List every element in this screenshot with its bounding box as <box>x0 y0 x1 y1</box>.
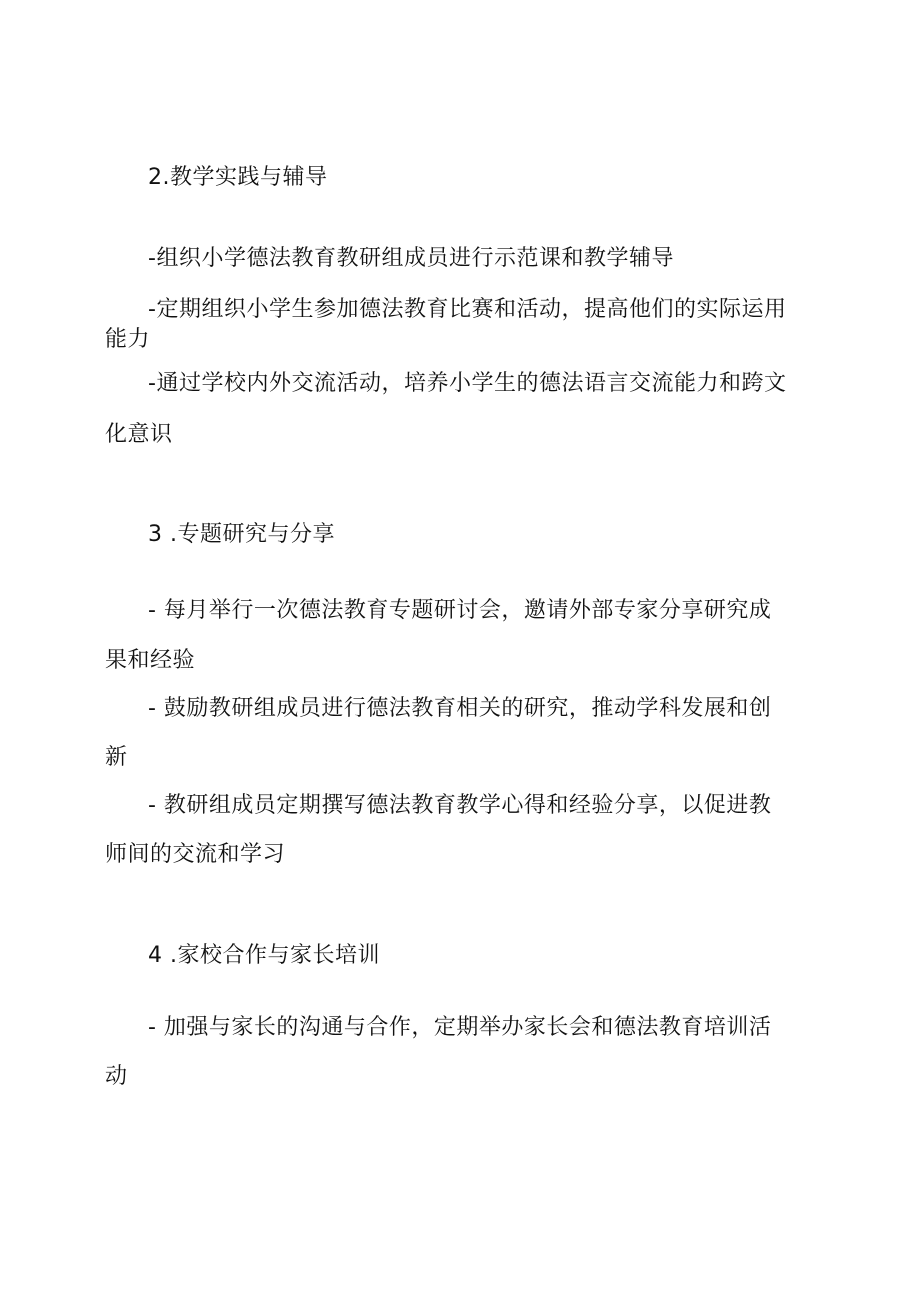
section-2-heading: 2.教学实践与辅导 <box>148 165 328 190</box>
section-2-item-3-cont: 化意识 <box>105 422 173 447</box>
section-4-item-1-cont: 动 <box>105 1064 128 1089</box>
section-2-item-1: -组织小学德法教育教研组成员进行示范课和教学辅导 <box>148 246 674 271</box>
section-3-item-2-cont: 新 <box>105 745 128 770</box>
section-3-item-3-cont: 师间的交流和学习 <box>105 842 286 867</box>
section-2-item-2: -定期组织小学生参加德法教育比赛和活动，提高他们的实际运用 <box>148 297 787 322</box>
section-4-heading: 4 .家校合作与家长培训 <box>148 943 380 968</box>
section-3-item-3: - 教研组成员定期撰写德法教育教学心得和经验分享，以促进教 <box>148 793 772 818</box>
section-2-item-2-cont: 能力 <box>105 327 151 352</box>
section-3-item-2: - 鼓励教研组成员进行德法教育相关的研究，推动学科发展和创 <box>148 696 772 721</box>
section-3-heading: 3 .专题研究与分享 <box>148 522 335 547</box>
section-3-item-1-cont: 果和经验 <box>105 648 196 673</box>
section-4-item-1: - 加强与家长的沟通与合作，定期举办家长会和德法教育培训活 <box>148 1015 772 1040</box>
section-2-item-3: -通过学校内外交流活动，培养小学生的德法语言交流能力和跨文 <box>148 371 787 396</box>
section-3-item-1: - 每月举行一次德法教育专题研讨会，邀请外部专家分享研究成 <box>148 598 772 623</box>
